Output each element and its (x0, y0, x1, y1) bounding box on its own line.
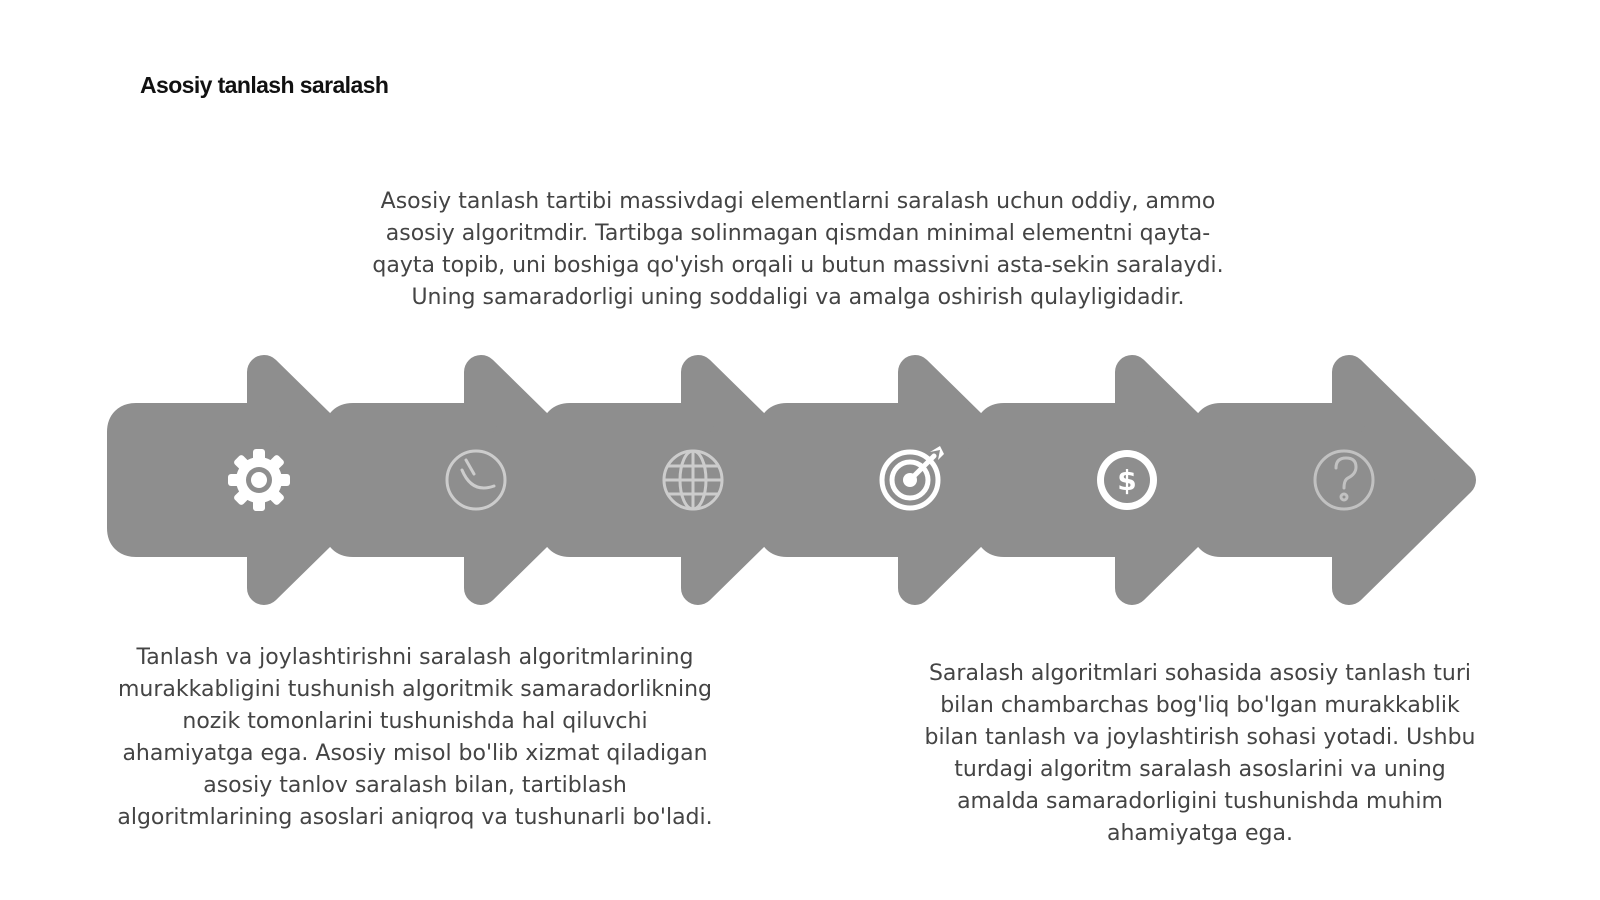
gear-icon (228, 449, 290, 511)
dollar-icon (1097, 450, 1157, 510)
bottom-right-description: Saralash algoritmlari sohasida asosiy tanlash turi bilan chambarchas bog'liq bo'lgan murakkablik bilan tanlash va joylashtirish sohasi yotadi. Ushbu turdagi algoritm saralash asoslarini va uning amalda samaradorligini tushunishda muhim ahamiyatga ega. (924, 661, 1476, 846)
globe-icon (664, 451, 722, 509)
page-title: Asosiy tanlash saralash (140, 72, 389, 98)
flow-arrow-6 (1209, 372, 1459, 588)
top-description: Asosiy tanlash tartibi massivdagi elementlarni saralash uchun oddiy, ammo asosiy algoritmdir. Tartibga solinmagan qismdan minimal elementni qayta-qayta topib, uni boshiga qo'yish orqali u butun massivni asta-sekin saralaydi. Uning samaradorligi uning soddaligi va amalga oshirish qulayligidadir. (372, 189, 1224, 310)
svg-text:$: $ (1117, 464, 1137, 497)
bottom-left-description: Tanlash va joylashtirishni saralash algoritmlarining murakkabligini tushunish algoritmik samaradorlikning nozik tomonlarini tushunishda hal qiluvchi ahamiyatga ega. Asosiy misol bo'lib xizmat qiladigan asosiy tanlov saralash bilan, tartiblash algoritmlarining asoslari aniqroq va tushunarli bo'ladi. (117, 645, 713, 830)
